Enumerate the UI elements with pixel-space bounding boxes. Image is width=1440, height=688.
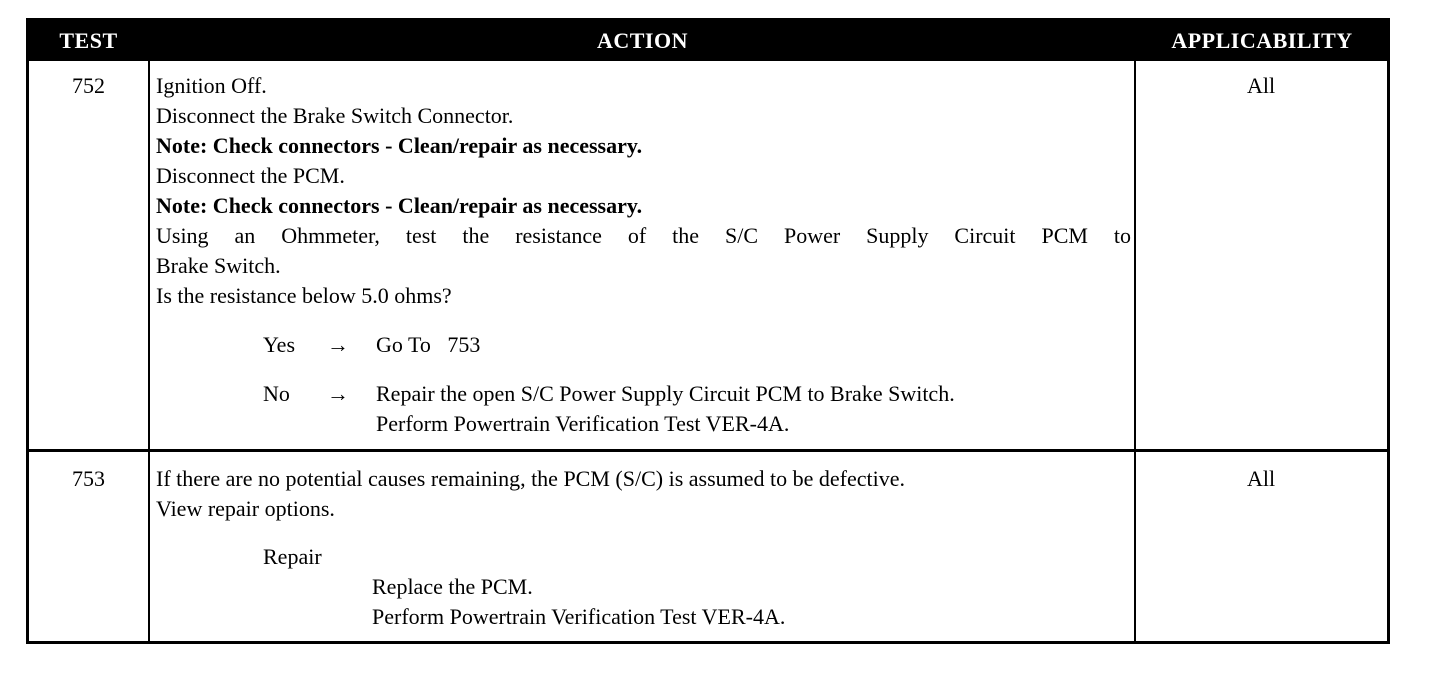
repair-line2: Perform Powertrain Verification Test VER-4A. bbox=[372, 604, 786, 629]
no-action-line1: Repair the open S/C Power Supply Circuit PCM to Brake Switch. bbox=[376, 381, 955, 406]
action-line: Using an Ohmmeter, test the resistance of the S/C Power Supply Circuit PCM to bbox=[156, 223, 1131, 248]
yes-label: Yes bbox=[263, 332, 296, 357]
header-test: TEST bbox=[59, 28, 118, 53]
table-header bbox=[29, 21, 1387, 61]
action-line: View repair options. bbox=[156, 496, 335, 521]
action-line: If there are no potential causes remaining, the PCM (S/C) is assumed to be defective. bbox=[156, 466, 906, 491]
applicability-753: All bbox=[1246, 466, 1276, 491]
action-line: Brake Switch. bbox=[156, 253, 281, 278]
action-cell-753 bbox=[156, 464, 1131, 524]
action-line: Disconnect the PCM. bbox=[156, 163, 345, 188]
action-note: Note: Check connectors - Clean/repair as necessary. bbox=[156, 133, 643, 158]
no-arrow-icon: → bbox=[327, 381, 349, 406]
action-question: Is the resistance below 5.0 ohms? bbox=[156, 283, 452, 308]
diagnostic-table bbox=[26, 18, 1390, 644]
column-divider-test bbox=[148, 61, 150, 641]
action-note: Note: Check connectors - Clean/repair as necessary. bbox=[156, 193, 643, 218]
action-cell-752 bbox=[156, 71, 1131, 311]
repair-line1: Replace the PCM. bbox=[372, 574, 533, 599]
applicability-752: All bbox=[1246, 73, 1276, 98]
repair-label: Repair bbox=[263, 544, 322, 569]
header-applicability: APPLICABILITY bbox=[1171, 28, 1353, 53]
header-action: ACTION bbox=[596, 28, 688, 53]
column-divider-action bbox=[1134, 61, 1136, 641]
action-line: Disconnect the Brake Switch Connector. bbox=[156, 103, 514, 128]
no-label: No bbox=[263, 381, 290, 406]
yes-goto: Go To 753 bbox=[376, 332, 481, 357]
no-action-line2: Perform Powertrain Verification Test VER-4A. bbox=[376, 411, 790, 436]
test-number-752: 752 bbox=[72, 73, 105, 98]
test-number-753: 753 bbox=[72, 466, 105, 491]
action-line: Ignition Off. bbox=[156, 73, 267, 98]
yes-arrow-icon: → bbox=[327, 332, 349, 357]
row-divider bbox=[29, 449, 1387, 452]
